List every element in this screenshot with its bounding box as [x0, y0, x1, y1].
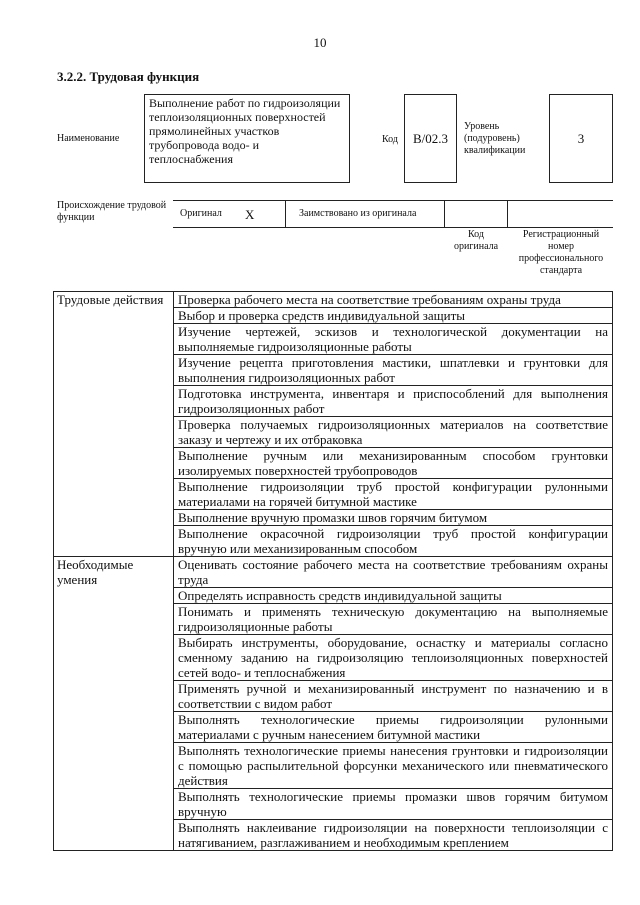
function-name-value: Выполнение работ по гидроизоляции теплоизоляционных поверхностей прямолинейных участков трубопровода водо- и теплоснабжения: [149, 96, 341, 166]
section-item: Выполнение гидроизоляции труб простой конфигурации рулонными материалами на горячей битумной мастике: [174, 479, 613, 510]
origin-label: Происхождение трудовой функции: [57, 200, 167, 223]
section-item: Понимать и применять техническую документацию на выполняемые гидроизоляционные работы: [174, 604, 613, 635]
section-item: Подготовка инструмента, инвентаря и приспособлений для выполнения гидроизоляционных работ: [174, 386, 613, 417]
page-number: 10: [313, 35, 327, 50]
original-label: Оригинал: [180, 208, 222, 219]
function-name-box: [144, 94, 350, 183]
origin-row: [173, 200, 613, 228]
origin-divider-3: [507, 200, 508, 228]
reg-number-caption: Регистрационный номер профессионального стандарта: [518, 229, 604, 276]
original-mark: X: [245, 207, 255, 222]
origin-divider-1: [285, 200, 286, 228]
section-item: Определять исправность средств индивидуальной защиты: [174, 588, 613, 604]
origin-divider-2: [444, 200, 445, 228]
table-row: [54, 557, 613, 588]
code-label: Код: [382, 134, 398, 145]
section-item: Выполнять технологические приемы нанесения грунтовки и гидроизоляции с помощью распылительной форсунки механического или пневматического действия: [174, 743, 613, 789]
level-box: [549, 94, 613, 183]
section-item: Применять ручной и механизированный инструмент по назначению и в соответствии с видом работ: [174, 681, 613, 712]
section-item: Выполнение окрасочной гидроизоляции труб простой конфигурации вручную или механизированным способом: [174, 526, 613, 557]
section-item: Выбирать инструменты, оборудование, оснастку и материалы согласно сменному заданию на гидроизоляцию теплоизоляционных поверхностей сетей водо- и теплоснабжения: [174, 635, 613, 681]
borrowed-label: Заимствовано из оригинала: [299, 208, 417, 219]
section-item: Проверка получаемых гидроизоляционных материалов на соответствие заказу и чертежу и их отбраковка: [174, 417, 613, 448]
table-row: [54, 292, 613, 308]
section-item: Выполнять наклеивание гидроизоляции на поверхности теплоизоляции с натягиванием, разглаживанием и необходимым креплением: [174, 820, 613, 851]
section-title: 3.2.2. Трудовая функция: [57, 69, 200, 84]
function-details-table: [53, 291, 613, 851]
section-item: Выполнять технологические приемы промазки швов горячим битумом вручную: [174, 789, 613, 820]
code-original-caption: Код оригинала: [453, 229, 499, 252]
name-label: Наименование: [57, 133, 120, 144]
section-item: Выполнять технологические приемы гидроизоляции рулонными материалами с ручным нанесением битумной мастики: [174, 712, 613, 743]
section-item: Выполнение ручным или механизированным способом грунтовки изолируемых поверхностей трубопроводов: [174, 448, 613, 479]
section-item: Выполнение вручную промазки швов горячим битумом: [174, 510, 613, 526]
code-box: [404, 94, 457, 183]
code-value: B/02.3: [412, 131, 449, 146]
section-label: Необходимые умения: [54, 557, 174, 851]
section-item: Оценивать состояние рабочего места на соответствие требованиям охраны труда: [174, 557, 613, 588]
table-body: [54, 292, 613, 851]
section-item: Выбор и проверка средств индивидуальной защиты: [174, 308, 613, 324]
level-value: 3: [577, 131, 585, 146]
section-item: Проверка рабочего места на соответствие требованиям охраны труда: [174, 292, 613, 308]
section-item: Изучение чертежей, эскизов и технологической документации на выполняемые гидроизоляционные работы: [174, 324, 613, 355]
section-item: Изучение рецепта приготовления мастики, шпатлевки и грунтовки для выполнения гидроизоляционных работ: [174, 355, 613, 386]
section-label: Трудовые действия: [54, 292, 174, 557]
level-label: Уровень (подуровень) квалификации: [464, 121, 526, 156]
